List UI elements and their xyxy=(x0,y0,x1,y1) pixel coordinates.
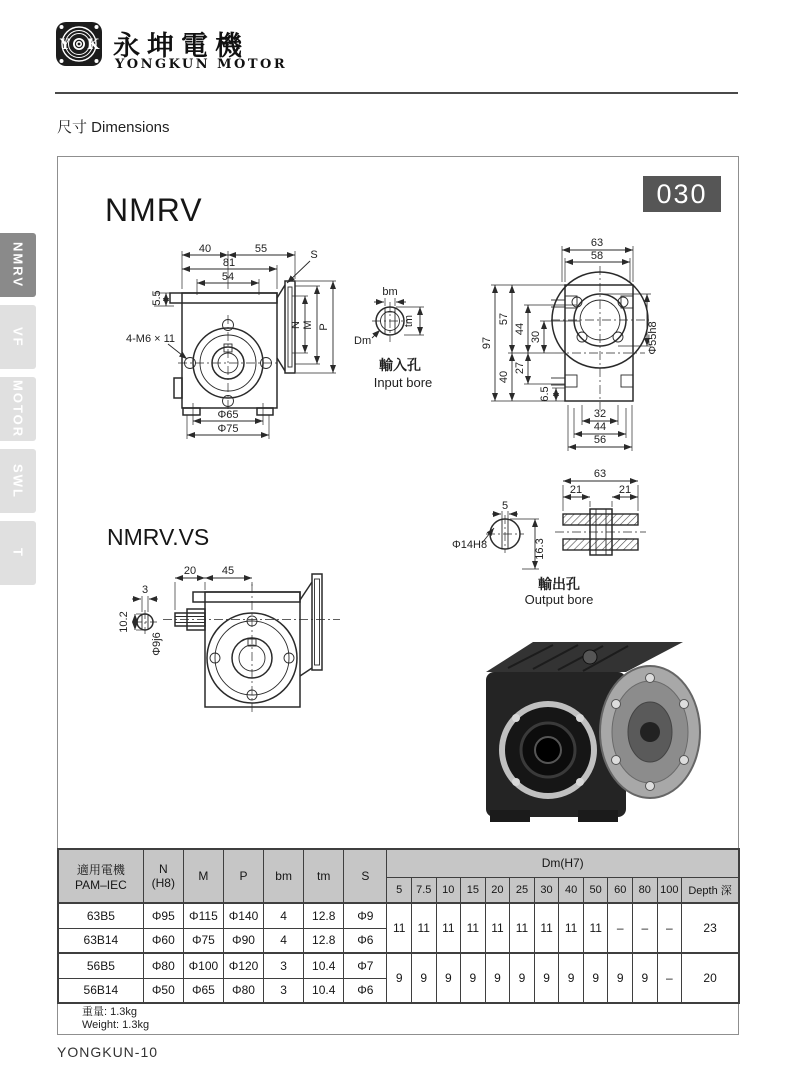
table-row xyxy=(58,953,739,978)
dim-label: 6.5 xyxy=(539,386,551,402)
col-header-dm-group: Dm(H7) xyxy=(387,849,739,877)
sidebar-tab-t[interactable] xyxy=(0,521,36,585)
table-header-row xyxy=(58,849,739,877)
cell: 12.8 xyxy=(304,928,344,953)
cell: 3 xyxy=(264,953,304,978)
col-header-bm: bm xyxy=(264,849,304,903)
product-photo xyxy=(478,632,703,827)
output-bore-caption-zh: 輸出孔 xyxy=(538,576,580,592)
cell: Φ100 xyxy=(183,953,223,978)
dm-cell: 11 xyxy=(510,903,535,953)
header-divider xyxy=(55,92,738,94)
tab-label: MOTOR xyxy=(10,379,26,439)
cell: 10.4 xyxy=(304,953,344,978)
dm-cell: 9 xyxy=(559,953,584,1003)
dim-label: S xyxy=(310,249,318,261)
section-title: 尺寸 Dimensions xyxy=(57,119,170,136)
dim-label: Dm xyxy=(354,335,372,347)
ratio-header: 30 xyxy=(534,877,559,903)
dim-label: Φ9j6 xyxy=(151,632,163,656)
cell: 63B14 xyxy=(58,928,143,953)
ratio-header: 60 xyxy=(608,877,633,903)
ratio-header: 50 xyxy=(583,877,608,903)
cell: Φ9 xyxy=(344,903,387,928)
cell: Φ90 xyxy=(223,928,263,953)
ratio-header: 80 xyxy=(633,877,658,903)
sidebar-tab-nmrv[interactable] xyxy=(0,233,36,297)
dm-cell: 11 xyxy=(485,903,510,953)
col-header-depth: Depth 深 xyxy=(682,877,739,903)
ratio-header: 7.5 xyxy=(411,877,436,903)
dim-label: Φ14H8 xyxy=(452,539,488,551)
dim-label: 55 xyxy=(254,243,268,255)
dm-cell: 9 xyxy=(534,953,559,1003)
dim-label: P xyxy=(318,323,330,331)
dm-cell: 9 xyxy=(436,953,461,1003)
cell: Φ6 xyxy=(344,928,387,953)
dim-label: M xyxy=(302,320,314,330)
col-header-s: S xyxy=(344,849,387,903)
dim-label: 56 xyxy=(593,434,607,446)
depth-cell: 23 xyxy=(682,903,739,953)
dm-cell: 9 xyxy=(485,953,510,1003)
cell: 63B5 xyxy=(58,903,143,928)
ratio-header: 20 xyxy=(485,877,510,903)
dim-label: 81 xyxy=(222,257,236,269)
dim-label: 21 xyxy=(618,484,632,496)
cell: Φ75 xyxy=(183,928,223,953)
cell: 10.4 xyxy=(304,978,344,1003)
depth-cell: 20 xyxy=(682,953,739,1003)
output-bore-caption-en: Output bore xyxy=(524,592,594,607)
dm-cell: 11 xyxy=(387,903,412,953)
dim-label: 16.3 xyxy=(534,538,546,560)
dim-label: 10.2 xyxy=(118,611,130,633)
col-header-tm: tm xyxy=(304,849,344,903)
cell: Φ80 xyxy=(223,978,263,1003)
brand-name-chinese: 永坤電機 xyxy=(113,31,249,62)
dim-label: 44 xyxy=(593,421,607,433)
dim-label: tm xyxy=(403,314,415,328)
cell: Φ95 xyxy=(143,903,183,928)
cell: 4 xyxy=(264,928,304,953)
dm-cell: 11 xyxy=(534,903,559,953)
dim-label: 21 xyxy=(569,484,583,496)
dm-cell: 9 xyxy=(411,953,436,1003)
dim-label: 27 xyxy=(514,361,526,375)
dim-label: 57 xyxy=(498,312,510,326)
sidebar-tab-motor[interactable] xyxy=(0,377,36,441)
dim-label: 63 xyxy=(593,468,607,480)
dim-label: 97 xyxy=(481,336,493,350)
dm-cell: 11 xyxy=(436,903,461,953)
dim-label: 5.5 xyxy=(151,290,163,306)
col-header-p: P xyxy=(223,849,263,903)
dim-label: 45 xyxy=(221,565,235,577)
series-title: NMRV xyxy=(105,192,203,228)
dim-label: 58 xyxy=(590,250,604,262)
weight-note-en: Weight: 1.3kg xyxy=(82,1019,150,1031)
dim-label: 40 xyxy=(498,370,510,384)
weight-note-zh: 重量: 1.3kg xyxy=(82,1006,138,1018)
dm-cell: 9 xyxy=(387,953,412,1003)
col-header-n xyxy=(143,849,183,903)
dm-cell: 9 xyxy=(461,953,486,1003)
dm-cell: 9 xyxy=(583,953,608,1003)
cell: Φ140 xyxy=(223,903,263,928)
sidebar-tab-vf[interactable] xyxy=(0,305,36,369)
dm-cell: 9 xyxy=(608,953,633,1003)
tab-label: NMRV xyxy=(10,241,26,289)
bolt-callout: 4-M6 × 11 xyxy=(126,333,176,345)
dim-label: bm xyxy=(382,286,398,298)
dim-label: 32 xyxy=(593,408,607,420)
dm-cell: 9 xyxy=(510,953,535,1003)
input-bore-caption-en: Input bore xyxy=(373,375,433,390)
ratio-header: 100 xyxy=(657,877,682,903)
dm-cell: – xyxy=(633,903,658,953)
input-bore-caption-zh: 輸入孔 xyxy=(379,357,421,373)
dm-cell: 11 xyxy=(583,903,608,953)
col-header-pam-zh: 適用電機 xyxy=(76,862,125,877)
dim-label: 5 xyxy=(501,500,509,512)
cell: 12.8 xyxy=(304,903,344,928)
dim-label: 44 xyxy=(514,322,526,336)
dm-cell: 11 xyxy=(461,903,486,953)
cell: Φ80 xyxy=(143,953,183,978)
sidebar-tab-swl[interactable] xyxy=(0,449,36,513)
cell: Φ120 xyxy=(223,953,263,978)
dimensions-table xyxy=(57,848,740,1004)
dim-label: 3 xyxy=(141,584,149,596)
tab-label: T xyxy=(10,548,26,558)
cell: 56B14 xyxy=(58,978,143,1003)
output-bore-drawing xyxy=(430,461,725,615)
cell: Φ6 xyxy=(344,978,387,1003)
dm-cell: 11 xyxy=(559,903,584,953)
ratio-header: 25 xyxy=(510,877,535,903)
table-row xyxy=(58,903,739,928)
dim-label: N xyxy=(290,321,302,329)
vs-view-drawing xyxy=(105,555,350,715)
cell: 4 xyxy=(264,903,304,928)
cell: Φ115 xyxy=(183,903,223,928)
ratio-header: 15 xyxy=(461,877,486,903)
ratio-header: 40 xyxy=(559,877,584,903)
ratio-header: 5 xyxy=(387,877,412,903)
cell: Φ65 xyxy=(183,978,223,1003)
dm-cell: 9 xyxy=(633,953,658,1003)
dm-cell: – xyxy=(657,953,682,1003)
dim-label: 20 xyxy=(183,565,197,577)
logo-letter-y: Y xyxy=(60,37,70,53)
side-view-drawing xyxy=(481,229,735,450)
col-header-n-line1: N xyxy=(158,862,168,876)
col-header-pam-en: PAM–IEC xyxy=(74,877,127,892)
brand-logo xyxy=(52,16,106,72)
dim-label: 30 xyxy=(530,330,542,344)
weight-note xyxy=(82,1006,149,1032)
dim-label: 54 xyxy=(221,271,235,283)
dm-cell: – xyxy=(608,903,633,953)
dm-cell: 11 xyxy=(411,903,436,953)
tab-label: VF xyxy=(10,326,26,348)
cell: Φ50 xyxy=(143,978,183,1003)
dm-cell: – xyxy=(657,903,682,953)
ratio-header: 10 xyxy=(436,877,461,903)
cell: Φ7 xyxy=(344,953,387,978)
cell: 56B5 xyxy=(58,953,143,978)
dim-label: 40 xyxy=(198,243,212,255)
input-bore-drawing xyxy=(348,286,463,401)
page-footer: YONGKUN-10 xyxy=(57,1044,159,1060)
cell: 3 xyxy=(264,978,304,1003)
front-view-drawing xyxy=(108,234,353,468)
col-header-pam xyxy=(58,849,143,903)
dim-label: Φ55h8 xyxy=(647,321,659,355)
brand-name-english: YONGKUN MOTOR xyxy=(115,57,288,72)
cell: Φ60 xyxy=(143,928,183,953)
col-header-n-line2: (H8) xyxy=(151,876,175,890)
col-header-m: M xyxy=(183,849,223,903)
tab-label: SWL xyxy=(10,463,26,499)
logo-letter-k: K xyxy=(86,37,100,53)
dim-label: Φ65 xyxy=(217,409,239,421)
dim-label: 63 xyxy=(590,237,604,249)
vs-series-title: NMRV.VS xyxy=(107,524,210,550)
model-size-badge: 030 xyxy=(643,176,721,212)
dim-label: Φ75 xyxy=(217,423,239,435)
